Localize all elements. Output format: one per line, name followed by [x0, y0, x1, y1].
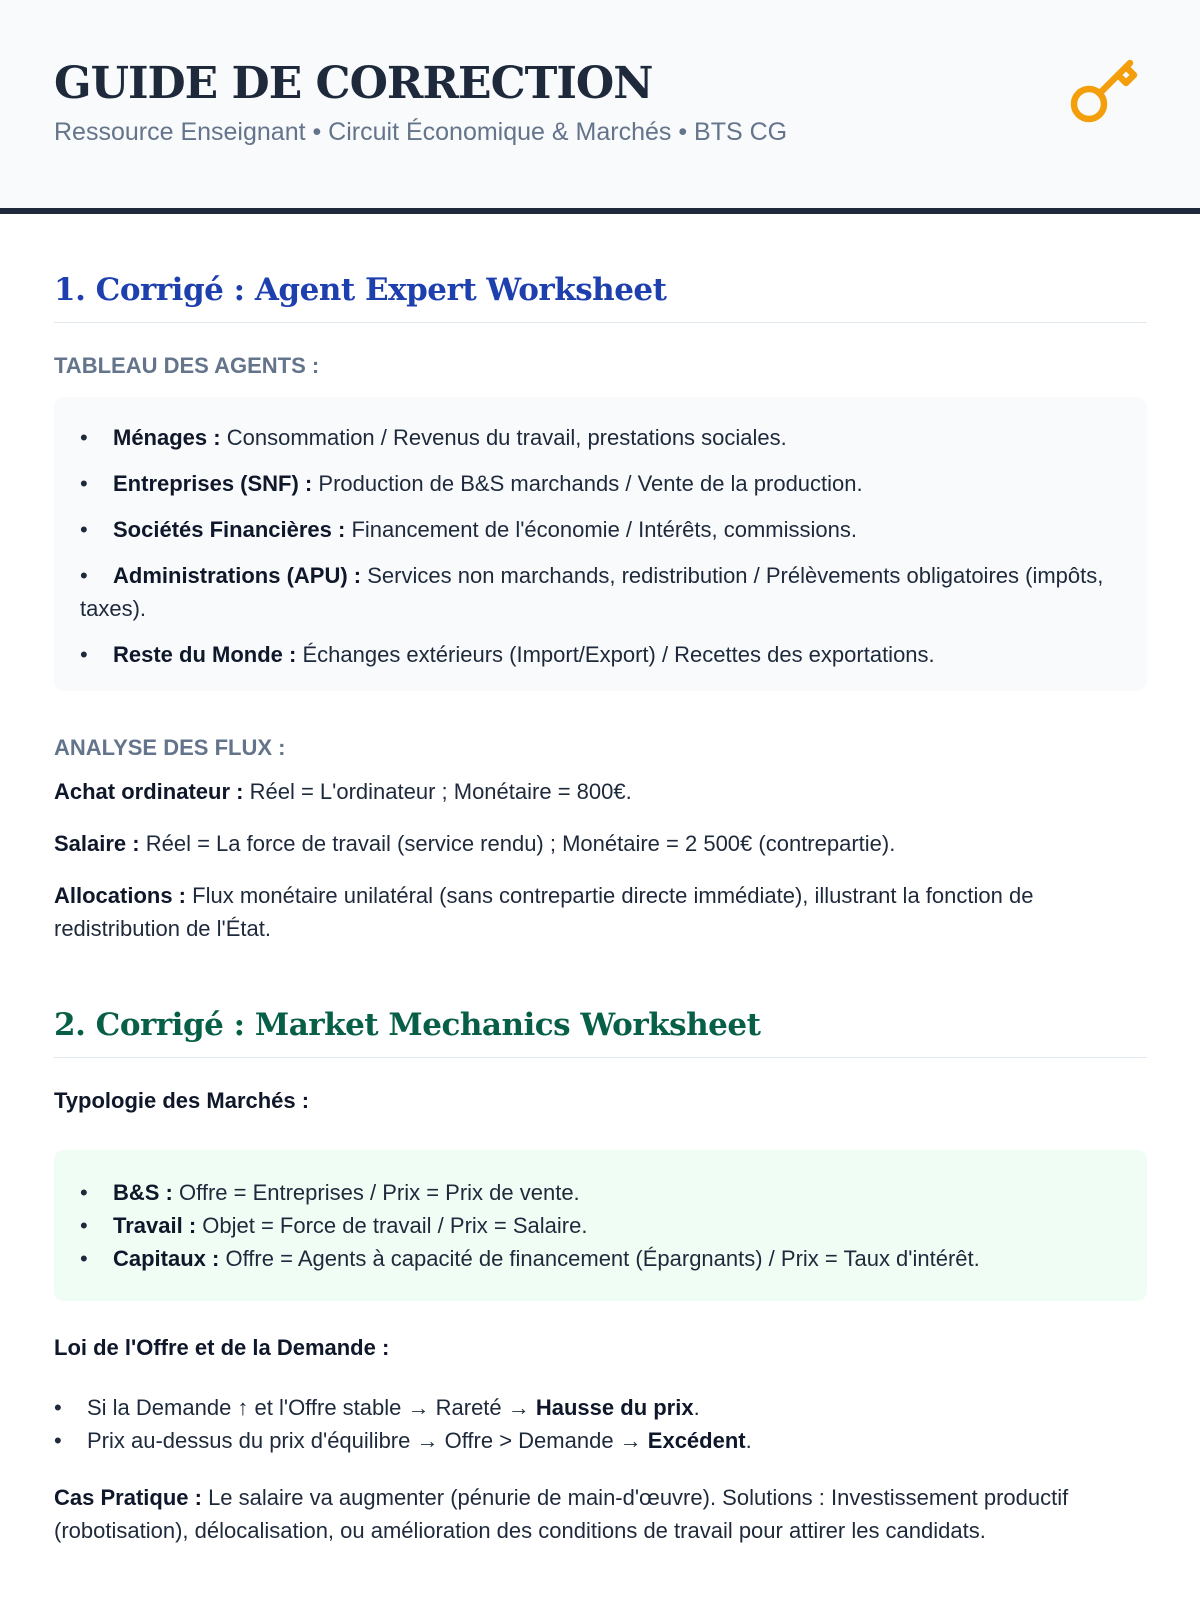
key-icon — [1066, 54, 1146, 134]
document-subtitle: Ressource Enseignant • Circuit Économique & Marchés • BTS CG — [54, 118, 788, 146]
flux-analysis-label: ANALYSE DES FLUX : — [54, 735, 286, 760]
list-item: • Reste du Monde : Échanges extérieurs (Import/Export) / Recettes des exportations. — [80, 642, 935, 667]
list-item: • B&S : Offre = Entreprises / Prix = Prix de vente. — [80, 1180, 580, 1205]
list-item: • Si la Demande ↑ et l'Offre stable → Rareté → Hausse du prix. — [54, 1395, 700, 1420]
agents-table-label: TABLEAU DES AGENTS : — [54, 353, 320, 378]
markets-list — [80, 1176, 1121, 1275]
flux-item: Salaire : Réel = La force de travail (service rendu) ; Monétaire = 2 500€ (contrepartie). — [54, 831, 896, 856]
flux-item: Allocations : Flux monétaire unilatéral (sans contrepartie directe immédiate), illustrant la fonction de redistribution de l'État. — [54, 883, 1034, 941]
list-item: • Ménages : Consommation / Revenus du travail, prestations sociales. — [80, 425, 787, 450]
document-body — [54, 214, 1147, 1547]
agents-list — [80, 421, 1121, 671]
list-item: • Sociétés Financières : Financement de l'économie / Intérêts, commissions. — [80, 517, 857, 542]
law-list — [54, 1391, 1147, 1457]
supply-demand-law-label: Loi de l'Offre et de la Demande : — [54, 1335, 390, 1360]
section-title-markets: 2. Corrigé : Market Mechanics Worksheet — [54, 1007, 1147, 1058]
list-item: • Administrations (APU) : Services non marchands, redistribution / Prélèvements obligatoires (impôts, taxes). — [80, 563, 1104, 621]
document-title: GUIDE DE CORRECTION — [54, 58, 653, 109]
agents-box — [54, 397, 1147, 691]
markets-box — [54, 1150, 1147, 1301]
flux-item: Achat ordinateur : Réel = L'ordinateur ; Monétaire = 800€. — [54, 779, 632, 804]
list-item: • Capitaux : Offre = Agents à capacité de financement (Épargnants) / Prix = Taux d'intérêt. — [80, 1246, 980, 1271]
markets-typology-label: Typologie des Marchés : — [54, 1088, 310, 1113]
section-title-agents: 1. Corrigé : Agent Expert Worksheet — [54, 272, 1147, 323]
page-header — [0, 0, 1200, 214]
list-item: • Travail : Objet = Force de travail / Prix = Salaire. — [80, 1213, 588, 1238]
list-item: • Entreprises (SNF) : Production de B&S marchands / Vente de la production. — [80, 471, 863, 496]
list-item: • Prix au-dessus du prix d'équilibre → Offre > Demande → Excédent. — [54, 1428, 752, 1453]
practical-case: Cas Pratique : Le salaire va augmenter (pénurie de main-d'œuvre). Solutions : Investissement productif (robotisation), délocalisation, ou amélioration des conditions de travail pour attirer les candidats. — [54, 1485, 1069, 1543]
